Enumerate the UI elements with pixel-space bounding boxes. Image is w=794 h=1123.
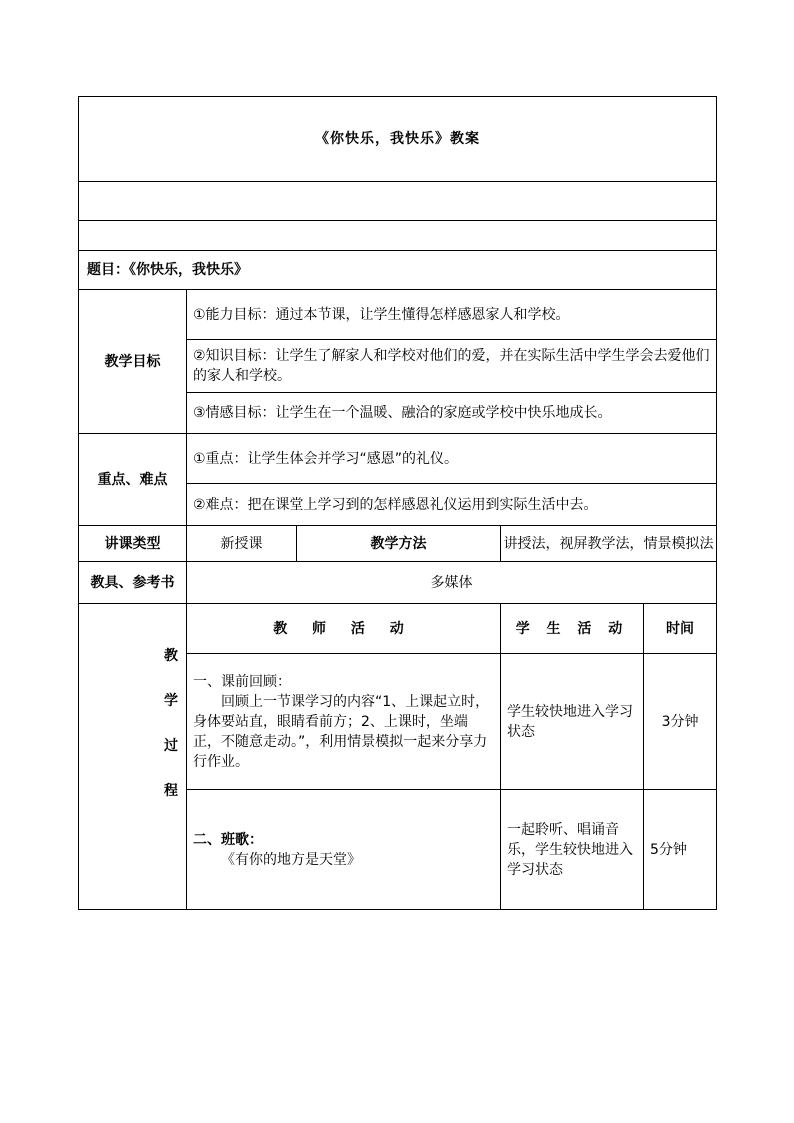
keypoints-label: 重点、难点 xyxy=(79,434,187,526)
activity-heading: 一、课前回顾： xyxy=(193,673,291,690)
lesson-type-label: 讲课类型 xyxy=(79,526,187,562)
lesson-plan-table xyxy=(78,96,717,910)
process-label-char: 程 xyxy=(164,783,178,799)
objective-item: ①能力目标：通过本节课，让学生懂得怎样感恩家人和学校。 xyxy=(187,290,717,340)
keypoint-item: ②难点：把在课堂上学习到的怎样感恩礼仪运用到实际生活中去。 xyxy=(187,484,717,526)
process-label-char: 过 xyxy=(164,738,178,754)
objectives-label: 教学目标 xyxy=(79,290,187,434)
teacher-activity-cell xyxy=(187,790,501,910)
teacher-activity-cell xyxy=(187,654,501,790)
time-cell: 5分钟 xyxy=(644,790,717,910)
materials-label: 教具、参考书 xyxy=(79,562,187,604)
process-label-char: 教 xyxy=(164,648,178,664)
process-label-char: 学 xyxy=(164,693,178,709)
method-label: 教学方法 xyxy=(297,526,501,562)
materials-value: 多媒体 xyxy=(187,562,717,604)
keypoint-item: ①重点：让学生体会并学习“感恩”的礼仪。 xyxy=(187,434,717,484)
blank-row xyxy=(79,221,717,251)
time-cell: 3分钟 xyxy=(644,654,717,790)
lesson-type-value: 新授课 xyxy=(187,526,297,562)
objective-item: ③情感目标：让学生在一个温暖、融洽的家庭或学校中快乐地成长。 xyxy=(187,393,717,434)
teacher-activity-header: 教 师 活 动 xyxy=(187,604,501,654)
activity-body: 回顾上一节课学习的内容“1、上课起立时，身体要站直，眼睛看前方；2、上课时，坐端正，不随意走动。”，利用情景模拟一起来分享力行作业。 xyxy=(193,693,490,770)
blank-row xyxy=(79,182,717,221)
document-title: 《你快乐，我快乐》教案 xyxy=(79,97,717,182)
time-header: 时间 xyxy=(644,604,717,654)
method-value: 讲授法，视屏教学法，情景模拟法 xyxy=(501,526,717,562)
activity-heading: 二、班歌： xyxy=(193,831,263,848)
student-activity-header: 学 生 活 动 xyxy=(501,604,644,654)
process-label xyxy=(79,604,187,910)
activity-body: 《有你的地方是天堂》 xyxy=(221,851,361,868)
student-activity-cell: 学生较快地进入学习状态 xyxy=(501,654,644,790)
objective-item: ②知识目标：让学生了解家人和学校对他们的爱，并在实际生活中学生学会去爱他们的家人和学校。 xyxy=(187,340,717,393)
student-activity-cell: 一起聆听、唱诵音乐，学生较快地进入学习状态 xyxy=(501,790,644,910)
topic-line: 题目：《你快乐，我快乐》 xyxy=(79,251,717,290)
